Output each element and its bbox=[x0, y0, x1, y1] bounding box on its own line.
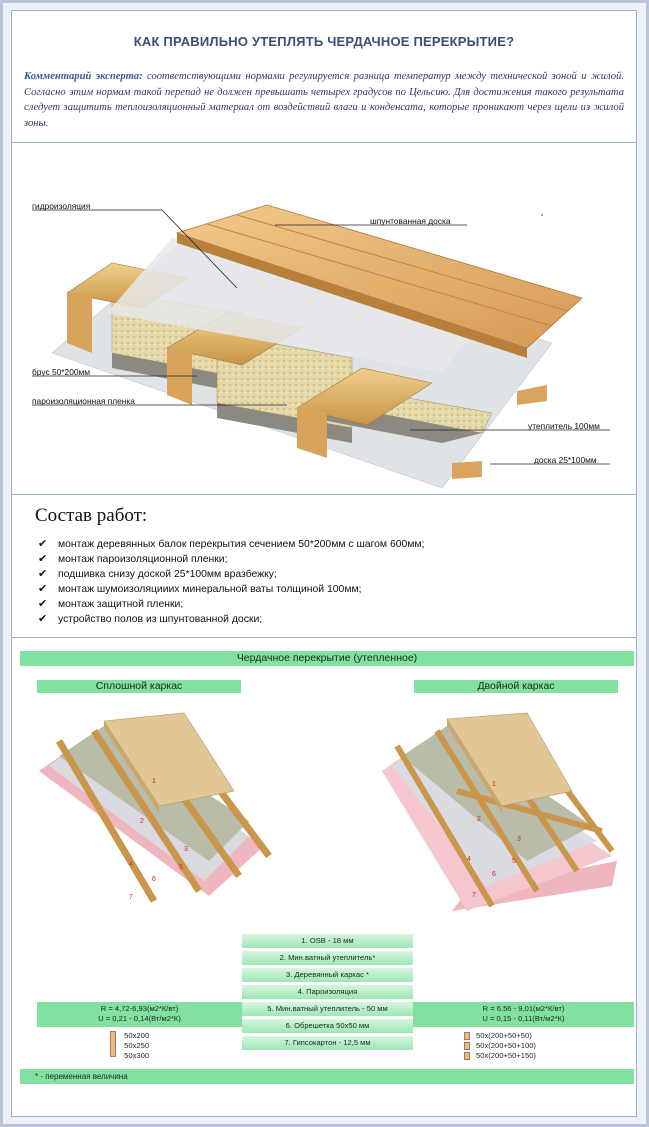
right-size: 50х(200+50+150) bbox=[476, 1051, 536, 1060]
layer-row: 3. Деревянный каркас * bbox=[242, 968, 413, 982]
floor-structure-illustration bbox=[12, 143, 636, 495]
beam bbox=[167, 348, 192, 405]
svg-text:7: 7 bbox=[472, 892, 476, 899]
check-icon: ✔ bbox=[38, 553, 48, 565]
label-hydro: гидроизоляция bbox=[32, 201, 91, 211]
bottom-plank bbox=[452, 461, 482, 479]
svg-text:1: 1 bbox=[492, 781, 496, 788]
comment-line-2: технической зоной и жилой. Согласно этим нормам такой перепад не должен превышать четырех градусов bbox=[24, 71, 624, 98]
check-icon: ✔ bbox=[38, 583, 48, 595]
svg-text:3: 3 bbox=[517, 836, 521, 843]
right-size: 50х(200+50+50) bbox=[476, 1031, 532, 1040]
beam-swatch bbox=[464, 1042, 470, 1050]
content-panel bbox=[11, 10, 637, 1117]
double-frame-illustration bbox=[377, 711, 617, 911]
right-thermal-values bbox=[413, 1002, 634, 1027]
label-board: шпунтованная доска bbox=[370, 216, 451, 226]
right-u-value: U = 0,15 - 0,11(Вт/м2*К) bbox=[482, 1014, 565, 1023]
beam-swatch bbox=[464, 1032, 470, 1040]
right-sizes bbox=[464, 1031, 536, 1061]
svg-text:2: 2 bbox=[140, 818, 144, 825]
work-item: ✔ подшивка снизу доской 25*100мм вразбежку; bbox=[38, 568, 277, 580]
left-thermal-values bbox=[37, 1002, 242, 1027]
left-size: 50х250 bbox=[124, 1041, 150, 1050]
page-title: КАК ПРАВИЛЬНО УТЕПЛЯТЬ ЧЕРДАЧНОЕ ПЕРЕКРЫТИЕ? bbox=[133, 34, 515, 49]
label-vapor: пароизоляционная пленка bbox=[32, 396, 135, 406]
header-section bbox=[12, 11, 636, 143]
bottom-plank bbox=[517, 385, 547, 405]
svg-text:6: 6 bbox=[152, 876, 156, 883]
right-title: Двойной каркас bbox=[414, 680, 618, 693]
left-sizes bbox=[110, 1031, 149, 1061]
works-title: Состав работ: bbox=[35, 505, 148, 526]
left-u-value: U = 0,21 - 0,14(Вт/м2*К) bbox=[98, 1014, 181, 1023]
layer-row: 4. Пароизоляция bbox=[242, 985, 413, 999]
work-item: ✔ монтаж шумоизоляцииих минеральной ваты толщиной 100мм; bbox=[38, 583, 362, 595]
svg-text:5: 5 bbox=[179, 864, 183, 871]
work-item: ✔ монтаж пароизоляционной пленки; bbox=[38, 553, 228, 565]
floor-title: Чердачное перекрытие (утепленное) bbox=[20, 651, 634, 666]
work-item: ✔ монтаж деревянных балок перекрытия сечением 50*200мм с шагом 600мм; bbox=[38, 538, 425, 550]
works-section bbox=[12, 495, 636, 638]
solid-frame-illustration bbox=[34, 711, 274, 911]
work-item: ✔ устройство полов из шпунтованной доски; bbox=[38, 613, 263, 625]
work-item: ✔ монтаж защитной пленки; bbox=[38, 598, 184, 610]
svg-text:4: 4 bbox=[467, 856, 471, 863]
layer-row: 2. Мин.ватный утеплитель* bbox=[242, 951, 413, 965]
svg-text:1: 1 bbox=[152, 778, 156, 785]
comment-line-3: по Цельсию. Для достижения такого результата следует защитить теплоизоляционный материал от bbox=[24, 86, 625, 114]
left-r-value: R = 4,72-6,93(м2*К/вт) bbox=[100, 1004, 179, 1013]
comment-label: Комментарий эксперта: bbox=[24, 71, 143, 82]
check-icon: ✔ bbox=[38, 538, 48, 550]
footnote: * - переменная величина bbox=[20, 1069, 634, 1084]
expert-comment bbox=[24, 69, 624, 131]
svg-text:6: 6 bbox=[492, 871, 496, 878]
svg-text:7: 7 bbox=[129, 894, 133, 901]
check-icon: ✔ bbox=[38, 598, 48, 610]
layer-row: 6. Обрешетка 50х50 мм bbox=[242, 1019, 413, 1033]
comment-line-4: воздействий влаги и конденсата, которые проникают через щели из жилой зоны. bbox=[24, 102, 625, 129]
right-size: 50х(200+50+100) bbox=[476, 1041, 536, 1050]
layer-row: 5. Мин.ватный утеплитель - 50 мм bbox=[242, 1002, 413, 1016]
beam-swatch bbox=[464, 1052, 470, 1060]
label-beam: брус 50*200мм bbox=[32, 367, 91, 377]
svg-text:2: 2 bbox=[477, 816, 481, 823]
left-size: 50х300 bbox=[124, 1051, 150, 1060]
svg-text:3: 3 bbox=[184, 846, 188, 853]
beam bbox=[67, 293, 92, 353]
beam-swatch bbox=[110, 1031, 116, 1057]
check-icon: ✔ bbox=[38, 568, 48, 580]
right-r-value: R = 6,56 - 9,01(м2*К/вт) bbox=[482, 1004, 565, 1013]
dot bbox=[541, 214, 543, 216]
label-plank: доска 25*100мм bbox=[534, 455, 597, 465]
svg-text:5: 5 bbox=[512, 858, 516, 865]
layer-row: 1. OSB - 18 мм bbox=[242, 934, 413, 948]
left-size: 50х200 bbox=[124, 1031, 150, 1040]
beam bbox=[297, 408, 327, 458]
label-insul: утеплитель 100мм bbox=[528, 421, 600, 431]
check-icon: ✔ bbox=[38, 613, 48, 625]
diagram-section bbox=[12, 143, 636, 495]
comment-line-1: соответствующими нормами регулируется разница температур между bbox=[147, 71, 487, 82]
layer-row: 7. Гипсокартон - 12,5 мм bbox=[242, 1036, 413, 1050]
svg-text:4: 4 bbox=[129, 861, 133, 868]
left-title: Сплошной каркас bbox=[37, 680, 241, 693]
